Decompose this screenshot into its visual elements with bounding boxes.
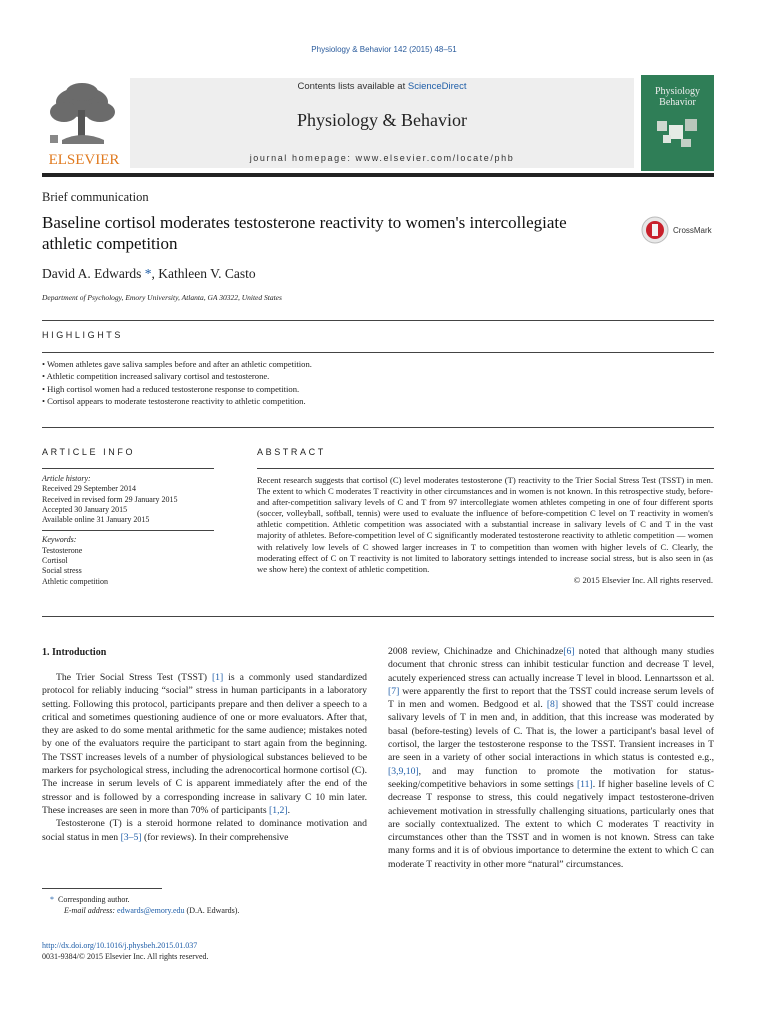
crossmark-icon	[641, 216, 669, 244]
abstract-heading: ABSTRACT	[257, 447, 326, 457]
highlights-rule	[42, 352, 714, 353]
article-info-heading: ARTICLE INFO	[42, 447, 136, 457]
corresponding-author-mark[interactable]: *	[144, 266, 152, 281]
body-column-right	[388, 645, 714, 871]
email-suffix: (D.A. Edwards).	[184, 906, 240, 915]
abstract-body	[257, 475, 713, 586]
citation-link[interactable]: [1]	[211, 672, 224, 683]
doi-link[interactable]: http://dx.doi.org/10.1016/j.physbeh.2015.01.037	[42, 941, 198, 950]
text-run: showed that the TSST could increase salivary levels of T in men and, in addition, that this increase was moderated by basal (before-testing) levels of C. That is, the lower a participant's basal level of cortisol, the larger the testosterone response to the TSST. Transient increases in T are seen in a variety of other social interactions in which status is contested e.g.,	[388, 699, 714, 764]
doi-block	[42, 940, 209, 962]
body-column-left	[42, 671, 367, 844]
text-run: Testosterone (T) is a steroid hormone related to dominance motivation and social status in men	[42, 818, 367, 843]
history-item: Accepted 30 January 2015	[42, 504, 128, 514]
history-item: Received 29 September 2014	[42, 484, 136, 494]
citation-link[interactable]: [8]	[546, 699, 559, 711]
sciencedirect-link[interactable]: ScienceDirect	[407, 81, 467, 92]
email-note	[42, 905, 239, 916]
issn-line: 0031-9384/© 2015 Elsevier Inc. All rights reserved.	[42, 952, 209, 961]
intro-paragraph-2	[42, 817, 367, 844]
highlights-bottom-rule	[42, 427, 714, 428]
footnote-text: Corresponding author.	[58, 895, 130, 904]
highlights-list	[42, 358, 312, 407]
citation-link[interactable]: [11]	[576, 778, 593, 790]
homepage-url[interactable]: www.elsevier.com/locate/phb	[355, 153, 515, 163]
email-label: E-mail address:	[64, 906, 118, 915]
text-run: . If higher baseline levels of C decrease T response to stress, this could negatively impact testosterone-driven achievement motivation in stressfully challenging situations, particularly ones that are socially contextualized. The extent to which C moderates T reactivity in circumstances other than the TSST and in women is not known. Stress can take many forms and it is of obvious importance to determine the extent to which C can moderate T reactivity in other more “natural” circumstances.	[388, 778, 715, 870]
highlight-item: • Athletic competition increased salivary cortisol and testosterone.	[42, 371, 270, 382]
citation-link[interactable]: [6]	[563, 646, 575, 657]
abstract-bottom-rule	[42, 616, 714, 617]
footnote-mark: *	[50, 895, 54, 904]
corresponding-author-note	[42, 894, 239, 905]
text-run: were apparently the first to report that the TSST could increase serum levels of T in men and women. Bedgood et al.	[388, 685, 714, 711]
highlight-item: • Cortisol appears to moderate testosterone reactivity to athletic competition.	[42, 395, 306, 406]
history-item: Received in revised form 29 January 2015	[42, 494, 178, 504]
citation-link[interactable]: [1,2]	[269, 804, 288, 816]
contents-line	[130, 81, 634, 92]
journal-homepage	[130, 153, 634, 163]
footnote-rule	[42, 888, 162, 889]
publisher-name: ELSEVIER	[48, 152, 120, 168]
footnote	[42, 894, 239, 916]
email-link[interactable]: edwards@emory.edu	[117, 906, 185, 915]
header-divider	[42, 173, 714, 177]
author-edwards: David A. Edwards	[42, 266, 142, 281]
introduction-heading: 1. Introduction	[42, 647, 107, 658]
text-run: The Trier Social Stress Test (TSST)	[56, 672, 212, 683]
history-item: Available online 31 January 2015	[42, 515, 150, 525]
text-run: 2008 review, Chichinadze and Chichinadze	[388, 646, 564, 657]
elsevier-tree-logo	[42, 80, 126, 168]
highlights-heading: HIGHLIGHTS	[42, 330, 124, 340]
highlights-top-rule	[42, 320, 714, 321]
keyword: Social stress	[42, 566, 82, 576]
homepage-prefix: journal homepage:	[249, 153, 356, 163]
intro-paragraph-continued	[388, 645, 714, 871]
citation-link[interactable]: [3–5]	[120, 831, 142, 843]
text-run: .	[287, 804, 291, 816]
cover-title-line1: Physiology	[654, 86, 700, 97]
citation-link[interactable]: [3,9,10]	[388, 765, 419, 777]
authors	[42, 266, 256, 282]
keywords-label: Keywords:	[42, 535, 77, 545]
text-run: , and may function to promote the motivation for status-seeking/competitive behaviors in some settings	[388, 765, 714, 790]
journal-title: Physiology & Behavior	[297, 110, 467, 130]
journal-reference[interactable]: Physiology & Behavior 142 (2015) 48–51	[311, 45, 457, 54]
intro-paragraph-1	[42, 671, 367, 817]
keywords-rule	[42, 530, 214, 531]
keyword: Cortisol	[42, 556, 68, 566]
cover-title-line2: Behavior	[659, 97, 696, 108]
abstract-copyright: © 2015 Elsevier Inc. All rights reserved.	[573, 574, 713, 585]
article-type: Brief communication	[42, 190, 149, 204]
cover-title	[641, 86, 714, 108]
text-run: (for reviews). In their comprehensive	[141, 831, 289, 843]
abstract-text: Recent research suggests that cortisol (C) level moderates testosterone (T) reactivity to the Trier Social Stress Test (TSST) in men. The extent to which C moderates T reactivity in other circumstances and in women is not known. In this retrospective study, before- and after-competition salivary levels of C and T from 97 intercollegiate women athletes competing in one of four different sports (soccer, volleyball, softball, tennis) were used to evaluate the influence of before-competition C level on T reactivity in women's athletic competition. Athletic competition was associated with a substantial increase in salivary levels of C and T in the vast majority of athletes. Before-competition level of C significantly moderated testosterone reactivity to athletic competition — women with relatively low levels of C showed larger increases in T to competition than women with higher levels of C. Clearly, the moderating effect of C on T reactivity is not limited to laboratory settings intended to increase social stress, but is also seen in (as we show here) the context of athletic competition.	[257, 475, 713, 574]
affiliation: Department of Psychology, Emory University, Atlanta, GA 30322, United States	[42, 293, 282, 302]
keyword: Athletic competition	[42, 576, 108, 586]
article-info-rule	[42, 468, 214, 469]
citation-link[interactable]: [7]	[388, 685, 400, 697]
article-title: Baseline cortisol moderates testosterone reactivity to women's intercollegiate athletic competition	[42, 213, 567, 253]
history-label: Article history:	[42, 474, 91, 483]
highlight-item: • High cortisol women had a reduced testosterone response to competition.	[42, 383, 300, 394]
crossmark-label: CrossMark	[673, 225, 712, 235]
author-casto: , Kathleen V. Casto	[151, 266, 256, 281]
highlight-item: • Women athletes gave saliva samples before and after an athletic competition.	[42, 359, 312, 369]
text-run: is a commonly used standardized protocol for reliably inducing “social” stress in human participants in a laboratory setting. Following this protocol, participants prepare and then deliver a speech to a critical and sometimes questioning audience of one or more evaluators. After that, they are asked to do some mental arithmetic for the same audience; mistakes noted by one of the evaluators require the participant to start again from the beginning. The TSST increases levels of a number of physiological substances believed to be markers for psychological stress, including the adrenocortical hormone cortisol (C). The increase in serum levels of C is apparent immediately after the end of the stressor and is followed by a corresponding increase in salivary C 10 min later. These increases are seen in more than 70% of participants	[42, 672, 367, 816]
crossmark-badge[interactable]	[641, 216, 712, 244]
contents-prefix: Contents lists available at	[297, 81, 408, 92]
text-run: noted that although many studies document that chronic stress can inhibit testicular function and decrease T level, acutely experienced stress can actually increase T level in blood. Lennartsson et al.	[388, 646, 714, 684]
abstract-rule	[257, 468, 714, 469]
keyword: Testosterone	[42, 545, 83, 555]
